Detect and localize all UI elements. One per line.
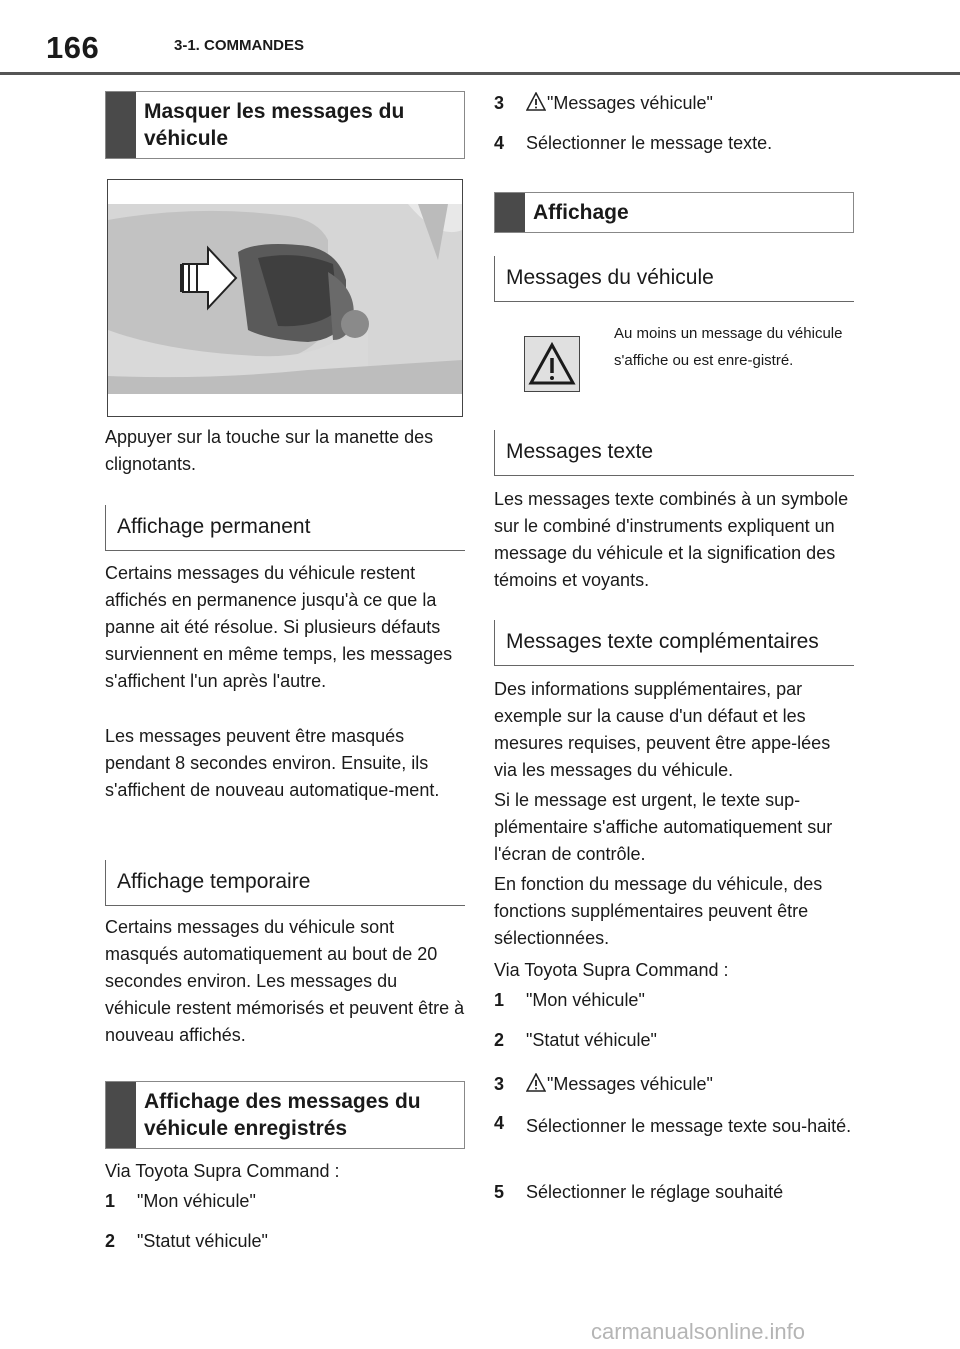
watermark: carmanualsonline.info — [591, 1319, 806, 1344]
step-content — [526, 90, 713, 117]
subsection-title: Messages texte complémentaires — [506, 630, 819, 653]
subsection-title: Affichage temporaire — [117, 870, 311, 893]
step-text: "Messages véhicule" — [547, 93, 713, 113]
subsection-vehicle-messages — [494, 256, 854, 302]
stalk-illustration — [108, 180, 462, 416]
section-box-display — [494, 192, 854, 233]
page-header — [0, 0, 960, 76]
step-text: Sélectionner le message texte. — [526, 133, 773, 153]
list-item — [494, 90, 854, 117]
warning-triangle-icon — [526, 1073, 546, 1092]
step-number: 5 — [494, 1182, 505, 1202]
list-item — [105, 1188, 465, 1215]
step-number: 3 — [494, 1074, 505, 1094]
step-number: 2 — [494, 1030, 505, 1050]
subsection-additional-text — [494, 620, 854, 666]
paragraph: En fonction du message du véhicule, des fonctions supplémentaires peuvent être sélectionnées. — [494, 874, 823, 948]
paragraph: Des informations supplémentaires, par exemple sur la cause d'un défaut et les mesures requises, peuvent être appe-lées via les messages du véhicule. — [494, 679, 831, 780]
section-box-stored-messages — [105, 1081, 465, 1149]
paragraph: Si le message est urgent, le texte sup-plémentaire s'affiche automatiquement sur l'écran de contrôle. — [494, 790, 833, 864]
paragraph: Certains messages du véhicule sont masqués automatiquement au bout de 20 secondes environ. Les messages du véhicule restent mémorisés et peuvent être à nouveau affichés. — [105, 917, 465, 1045]
subsection-title: Messages du véhicule — [506, 266, 714, 289]
section-box-hide-messages — [105, 91, 465, 159]
step-text: "Mon véhicule" — [137, 1191, 256, 1211]
step-text: "Statut véhicule" — [137, 1231, 268, 1251]
step-text: "Messages véhicule" — [547, 1074, 713, 1094]
step-number: 2 — [105, 1231, 116, 1251]
section-box-bar — [106, 1082, 136, 1148]
step-number: 4 — [494, 1113, 505, 1133]
step-content — [526, 1071, 713, 1098]
list-item — [494, 1071, 854, 1098]
subsection-title: Messages texte — [506, 440, 654, 463]
photo-caption: Appuyer sur la touche sur la manette des clignotants. — [105, 427, 434, 474]
subsection-permanent — [105, 505, 465, 551]
subsection-title: Affichage permanent — [117, 515, 311, 538]
section-box-title: Affichage des messages du véhicule enregistrés — [144, 1090, 421, 1140]
section-box-bar — [495, 193, 525, 232]
paragraph: Via Toyota Supra Command : — [494, 960, 729, 980]
header-divider — [0, 72, 960, 75]
list-item — [105, 1228, 465, 1255]
list-item — [494, 1110, 854, 1170]
step-text: Sélectionner le message texte sou-haité. — [526, 1116, 852, 1136]
list-item — [494, 130, 854, 157]
warning-triangle-icon — [526, 92, 546, 111]
paragraph: Les messages peuvent être masqués pendant 8 secondes environ. Ensuite, ils s'affichent de nouveau automatique-ment. — [105, 726, 440, 800]
step-text: "Statut véhicule" — [526, 1030, 657, 1050]
list-item — [494, 1027, 854, 1054]
turn-signal-stalk-photo — [107, 179, 463, 417]
section-box-title: Masquer les messages du véhicule — [144, 100, 405, 150]
step-number: 1 — [494, 990, 505, 1010]
warning-description: Au moins un message du véhicule s'affiche ou est enre-gistré. — [614, 325, 843, 369]
section-box-bar — [106, 92, 136, 158]
list-item — [494, 1179, 854, 1206]
paragraph: Via Toyota Supra Command : — [105, 1161, 340, 1181]
list-item — [494, 987, 854, 1014]
step-number: 4 — [494, 133, 505, 153]
warning-triangle-icon — [525, 337, 579, 391]
paragraph: Certains messages du véhicule restent affichés en permanence jusqu'à ce que la panne ait été résolue. Si plusieurs défauts surviennent en même temps, les messages s'affichent l'un après l'autre. — [105, 563, 453, 691]
subsection-temporary — [105, 860, 465, 906]
paragraph: Les messages texte combinés à un symbole sur le combiné d'instruments expliquent un message du véhicule et la signification des témoins et voyants. — [494, 489, 849, 590]
section-box-title: Affichage — [533, 201, 629, 224]
step-text: Sélectionner le réglage souhaité — [526, 1182, 784, 1202]
page-number: 166 — [46, 30, 100, 65]
step-text: "Mon véhicule" — [526, 990, 645, 1010]
subsection-text-messages — [494, 430, 854, 476]
step-number: 3 — [494, 93, 505, 113]
step-number: 1 — [105, 1191, 116, 1211]
warning-symbol-box — [524, 336, 580, 392]
chapter-title: 3-1. COMMANDES — [174, 37, 305, 54]
